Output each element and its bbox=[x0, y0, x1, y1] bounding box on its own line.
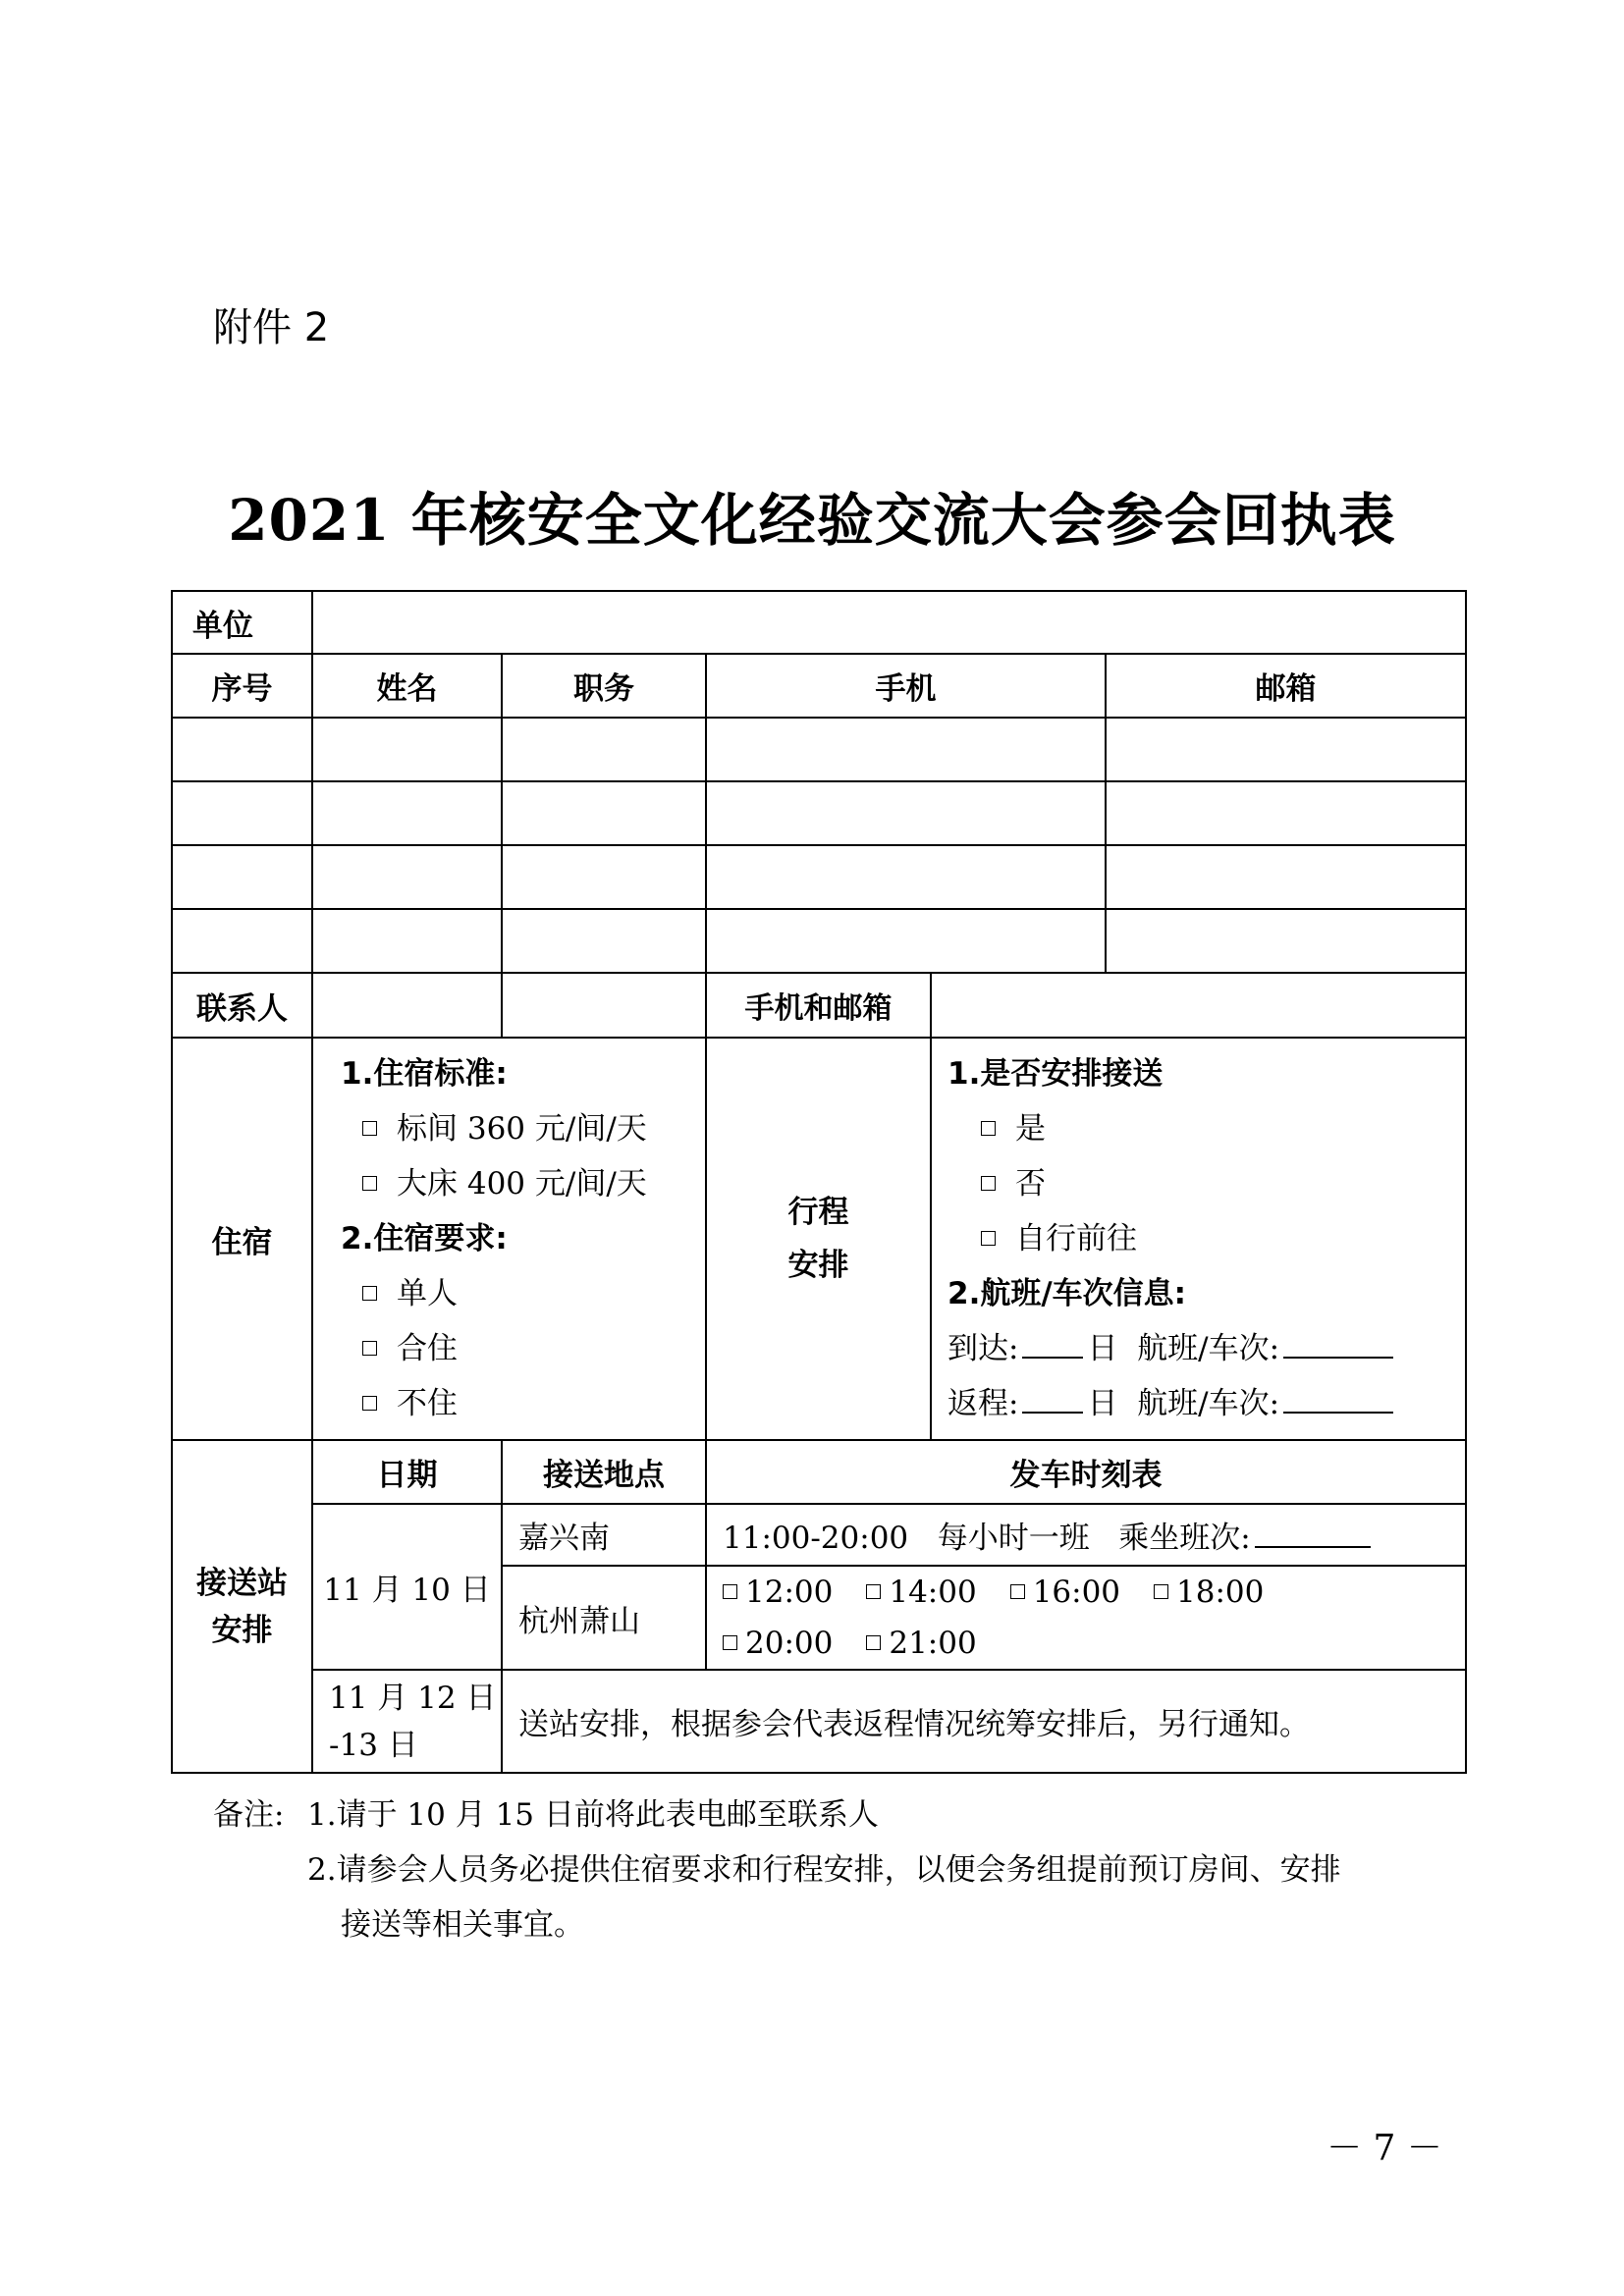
flight-info-heading: 2.航班/车次信息: bbox=[947, 1276, 1187, 1311]
checkbox-icon[interactable] bbox=[723, 1635, 737, 1650]
col-serial: 序号 bbox=[172, 654, 312, 718]
page-title: 2021 年核安全文化经验交流大会参会回执表 bbox=[228, 487, 1396, 554]
checkbox-icon[interactable] bbox=[866, 1635, 881, 1650]
arrival-flight-field[interactable] bbox=[1283, 1356, 1393, 1359]
contact-label: 联系人 bbox=[172, 973, 312, 1038]
option-self-travel[interactable]: 自行前往 bbox=[947, 1211, 1465, 1266]
shuttle-label: 接送站 安排 bbox=[172, 1440, 312, 1773]
email-cell[interactable] bbox=[1106, 781, 1466, 845]
table-row bbox=[172, 845, 1466, 909]
table-row bbox=[172, 718, 1466, 781]
name-cell[interactable] bbox=[312, 718, 502, 781]
name-cell[interactable] bbox=[312, 845, 502, 909]
lodging-options bbox=[312, 1038, 706, 1440]
dropoff-note: 送站安排，根据参会代表返程情况统筹安排后，另行通知。 bbox=[502, 1670, 1466, 1773]
checkbox-icon[interactable] bbox=[981, 1231, 996, 1246]
arrival-line: 到达: 日 航班/车次: bbox=[947, 1321, 1465, 1376]
time-option[interactable]: 20:00 bbox=[723, 1618, 833, 1669]
checkbox-icon[interactable] bbox=[981, 1176, 996, 1191]
dropoff-date: 11 月 12 日 -13 日 bbox=[312, 1670, 502, 1773]
option-transfer-yes[interactable]: 是 bbox=[947, 1101, 1465, 1156]
itinerary-label: 行程 安排 bbox=[706, 1038, 931, 1440]
time-option[interactable]: 18:00 bbox=[1154, 1567, 1264, 1618]
attachment-label: 附件 2 bbox=[213, 305, 330, 350]
email-cell[interactable] bbox=[1106, 909, 1466, 973]
unit-field[interactable] bbox=[312, 591, 1466, 654]
time-option[interactable]: 14:00 bbox=[866, 1567, 976, 1618]
email-cell[interactable] bbox=[1106, 845, 1466, 909]
col-mobile: 手机 bbox=[706, 654, 1106, 718]
return-day-field[interactable] bbox=[1022, 1411, 1083, 1414]
mobile-cell[interactable] bbox=[706, 781, 1106, 845]
col-email: 邮箱 bbox=[1106, 654, 1466, 718]
col-location: 接送地点 bbox=[502, 1440, 706, 1504]
itinerary-options bbox=[931, 1038, 1466, 1440]
col-schedule: 发车时刻表 bbox=[706, 1440, 1466, 1504]
lodging-requirement-heading: 2.住宿要求: bbox=[341, 1221, 508, 1256]
option-no-lodging[interactable]: 不住 bbox=[341, 1376, 705, 1431]
checkbox-icon[interactable] bbox=[362, 1396, 377, 1411]
arrival-day-field[interactable] bbox=[1022, 1356, 1083, 1359]
checkbox-icon[interactable] bbox=[1154, 1584, 1168, 1599]
unit-label: 单位 bbox=[172, 591, 312, 654]
contact-extra-field[interactable] bbox=[502, 973, 706, 1038]
lodging-label: 住宿 bbox=[172, 1038, 312, 1440]
position-cell[interactable] bbox=[502, 718, 706, 781]
table-row bbox=[172, 781, 1466, 845]
note-item-2-continued: 接送等相关事宜。 bbox=[341, 1907, 584, 1943]
serial-cell[interactable] bbox=[172, 845, 312, 909]
ride-trip-field[interactable] bbox=[1255, 1545, 1371, 1548]
note-item-2: 2.请参会人员务必提供住宿要求和行程安排，以便会务组提前预订房间、安排 bbox=[307, 1852, 1341, 1888]
return-line: 返程: 日 航班/车次: bbox=[947, 1376, 1465, 1431]
note-item-1: 1.请于 10 月 15 日前将此表电邮至联系人 bbox=[307, 1797, 879, 1833]
serial-cell[interactable] bbox=[172, 909, 312, 973]
mobile-cell[interactable] bbox=[706, 845, 1106, 909]
checkbox-icon[interactable] bbox=[866, 1584, 881, 1599]
lodging-standard-heading: 1.住宿标准: bbox=[341, 1056, 508, 1092]
column-header-row bbox=[172, 654, 1466, 718]
table-row bbox=[172, 909, 1466, 973]
option-shared[interactable]: 合住 bbox=[341, 1321, 705, 1376]
notes-prefix: 备注: bbox=[213, 1797, 285, 1833]
time-option[interactable]: 12:00 bbox=[723, 1567, 833, 1618]
notes bbox=[213, 1788, 1341, 1952]
pickup-date: 11 月 10 日 bbox=[312, 1504, 502, 1670]
contact-phone-email-field[interactable] bbox=[931, 973, 1466, 1038]
time-option[interactable]: 16:00 bbox=[1010, 1567, 1120, 1618]
name-cell[interactable] bbox=[312, 781, 502, 845]
contact-name-field[interactable] bbox=[312, 973, 502, 1038]
page-number: － 7 － bbox=[1326, 2128, 1442, 2168]
time-option[interactable]: 21:00 bbox=[866, 1618, 976, 1669]
serial-cell[interactable] bbox=[172, 781, 312, 845]
position-cell[interactable] bbox=[502, 781, 706, 845]
option-twin-room[interactable]: 标间 360 元/间/天 bbox=[341, 1101, 705, 1156]
name-cell[interactable] bbox=[312, 909, 502, 973]
return-flight-field[interactable] bbox=[1283, 1411, 1393, 1414]
checkbox-icon[interactable] bbox=[1010, 1584, 1025, 1599]
checkbox-icon[interactable] bbox=[723, 1584, 737, 1599]
phone-email-label: 手机和邮箱 bbox=[706, 973, 931, 1038]
location-jiaxing: 嘉兴南 bbox=[502, 1504, 706, 1566]
option-single[interactable]: 单人 bbox=[341, 1266, 705, 1321]
transfer-heading: 1.是否安排接送 bbox=[947, 1056, 1164, 1092]
location-hangzhou: 杭州萧山 bbox=[502, 1566, 706, 1670]
mobile-cell[interactable] bbox=[706, 718, 1106, 781]
checkbox-icon[interactable] bbox=[362, 1121, 377, 1136]
registration-form bbox=[171, 590, 1467, 1774]
col-position: 职务 bbox=[502, 654, 706, 718]
option-king-room[interactable]: 大床 400 元/间/天 bbox=[341, 1156, 705, 1211]
jiaxing-schedule: 11:00-20:00 每小时一班 乘坐班次: bbox=[706, 1504, 1466, 1566]
hangzhou-schedule bbox=[706, 1566, 1466, 1670]
checkbox-icon[interactable] bbox=[362, 1286, 377, 1301]
col-date: 日期 bbox=[312, 1440, 502, 1504]
position-cell[interactable] bbox=[502, 909, 706, 973]
checkbox-icon[interactable] bbox=[362, 1176, 377, 1191]
option-transfer-no[interactable]: 否 bbox=[947, 1156, 1465, 1211]
col-name: 姓名 bbox=[312, 654, 502, 718]
email-cell[interactable] bbox=[1106, 718, 1466, 781]
checkbox-icon[interactable] bbox=[981, 1121, 996, 1136]
checkbox-icon[interactable] bbox=[362, 1341, 377, 1356]
serial-cell[interactable] bbox=[172, 718, 312, 781]
mobile-cell[interactable] bbox=[706, 909, 1106, 973]
position-cell[interactable] bbox=[502, 845, 706, 909]
